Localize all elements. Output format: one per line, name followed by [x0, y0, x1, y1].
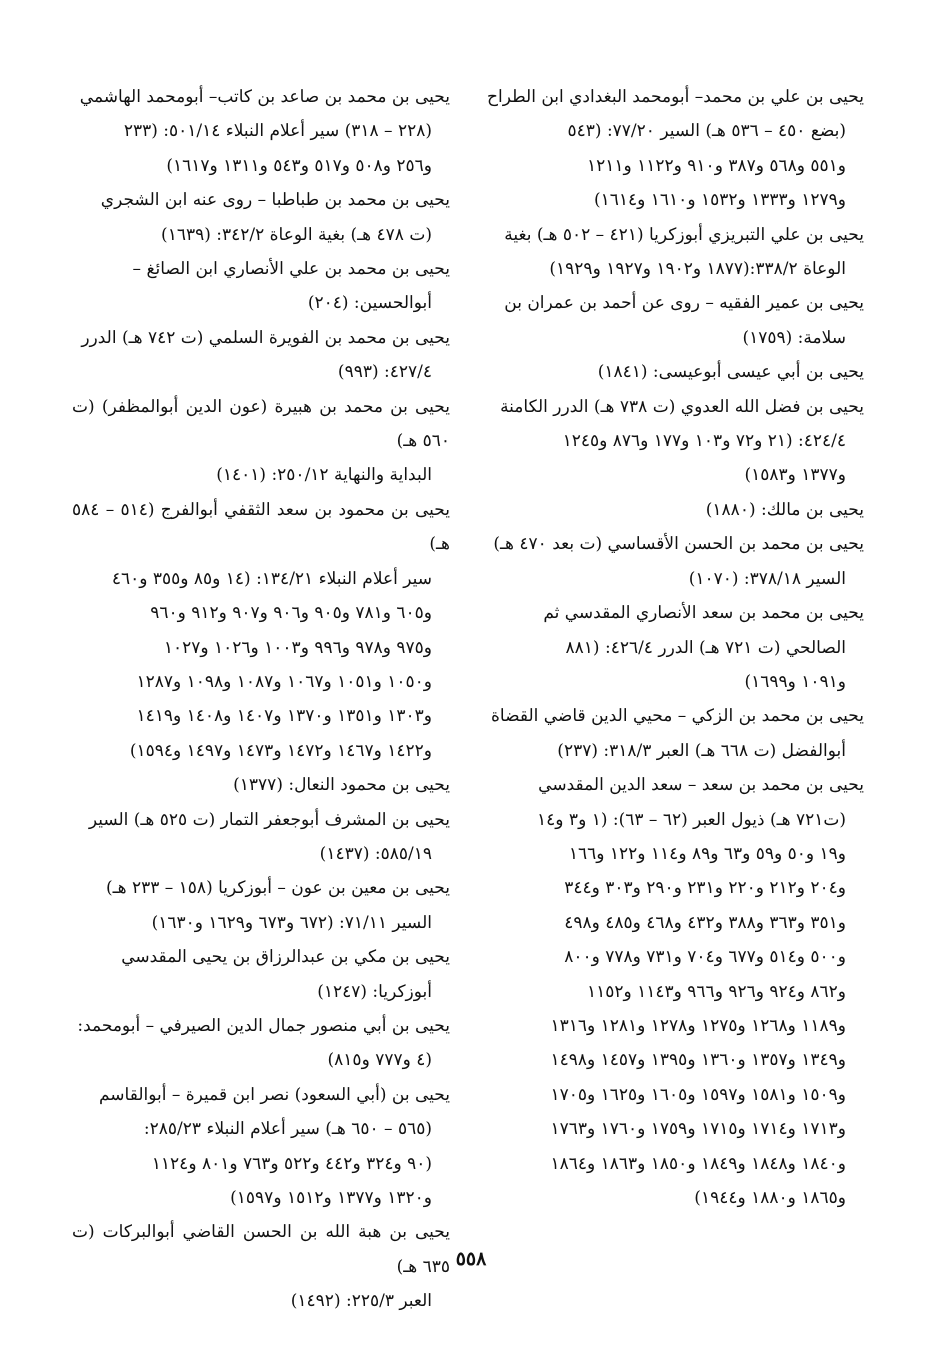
index-entry: [482, 699, 864, 768]
entry-continuation-line: و١٣٤٩ و١٣٥٧ و١٣٦٠ و١٣٩٥ و١٤٥٧ و١٤٩٨: [550, 1050, 846, 1071]
entry-continuation-line: و١٨٦٥ و١٨٨٠ و١٩٤٤): [694, 1188, 846, 1208]
entry-continuation-line: و١٢٧٩ و١٣٣٣ و١٥٣٢ و١٦١٠ و١٦١٤): [593, 190, 846, 211]
entry-continuation-line: و١٠٥٠ و١٠٥١ و١٠٦٧ و١٠٨٧ و١٠٩٨ و١٢٨٧: [136, 671, 432, 692]
entry-continuation-line: و١٤٢٢ و١٤٦٧ و١٤٧٢ و١٤٧٣ و١٤٩٧ و١٥٩٤): [129, 740, 432, 761]
entry-heading-line: يحيى بن مكي بن عبدالرزاق بن يحيى المقدسي: [121, 947, 450, 968]
index-entry: [72, 768, 450, 802]
entry-heading-line: يحيى بن محمد بن طباطبا – روى عنه ابن الشجري: [100, 190, 450, 211]
index-entry: [72, 940, 450, 1009]
entry-continuation-line: و٥٥١ و٥٦٨ و٣٨٧ و٩١٠ و١١٢٢ و١٢١١: [586, 155, 846, 176]
index-entry: [482, 596, 864, 699]
entry-continuation-line: و١٨٤٠ و١٨٤٨ و١٨٤٩ و١٨٥٠ و١٨٦٣ و١٨٦٤: [550, 1153, 846, 1174]
index-entry: [72, 390, 450, 493]
entry-continuation-line: السير ٣٧٨/١٨: (١٠٧٠): [688, 568, 846, 589]
index-entry: [482, 80, 864, 218]
index-entry: [72, 803, 450, 872]
entry-continuation-line: و١٠٩١ و١٦٩٩): [744, 671, 846, 692]
entry-heading-line: يحيى بن معين بن عون – أبوزكريا (١٥٨ – ٢٣٣ هـ): [105, 878, 450, 899]
entry-continuation-line: و١٩ و٥٠ و٥٩ و٦٣ و٨٩ و١١٤ و١٢٢ و١٦٦: [568, 843, 846, 864]
index-entry: [482, 286, 864, 355]
entry-heading-line: يحيى بن محمد بن علي الأنصاري ابن الصائغ –: [132, 259, 450, 280]
entry-continuation-line: و١٥٠٩ و١٥٨١ و١٥٩٧ و١٦٠٥ و١٦٢٥ و١٧٠٥: [550, 1084, 846, 1105]
entry-continuation-line: (٩٠ و٣٢٤ و٤٤٢ و٥٢٢ و٧٦٣ و٨٠١ و١١٢٤: [151, 1153, 432, 1174]
entry-continuation-line: ٤٢٧/٤: (٩٩٣): [337, 362, 432, 383]
entry-heading-line: يحيى بن هبة الله بن الحسن القاضي أبوالبركات (ت ٦٣٥ هـ): [72, 1222, 450, 1277]
entry-heading-line: يحيى بن محمود بن سعد الثقفي أبوالفرج (٥١٤ – ٥٨٤ هـ): [72, 499, 450, 555]
entry-continuation-line: و١٣٠٣ و١٣٥١ و١٣٧٠ و١٤٠٧ و١٤٠٨ و١٤١٩: [136, 706, 432, 727]
index-entry: [72, 80, 450, 183]
entry-heading-line: يحيى بن محمد بن الفويرة السلمي (ت ٧٤٢ هـ) الدرر: [81, 327, 450, 348]
entry-continuation-line: و٩٧٥ و٩٧٨ و٩٩٦ و١٠٠٣ و١٠٢٦ و١٠٢٧: [163, 637, 432, 658]
entry-continuation-line: (٥٦٥ – ٦٥٠ هـ) سير أعلام النبلاء ٢٨٥/٢٣:: [143, 1119, 432, 1140]
entry-heading-line: يحيى بن أبي منصور جمال الدين الصيرفي – أبومحمد:: [77, 1015, 450, 1036]
entry-continuation-line: ٤٢٤/٤: (٢١ و٧٢ و١٠٣ و١٧٧ و٨٧٦ و١٢٤٥: [562, 431, 846, 452]
page-number: ٥٥٨: [455, 1248, 487, 1270]
index-entry: [72, 493, 450, 768]
entry-heading-line: يحيى بن محمد بن سعد – سعد الدين المقدسي: [538, 775, 864, 796]
entry-continuation-line: السير ٧١/١١: (٦٧٢ و٦٧٣ و١٦٢٩ و١٦٣٠): [151, 912, 432, 933]
entry-continuation-line: (بضع ٤٥٠ – ٥٣٦ هـ) السير ٧٧/٢٠: (٥٤٣: [567, 121, 846, 142]
entry-continuation-line: (ت٧٢١ هـ) ذيول العبر (٦٢ – ٦٣): (١ و٣ و١٤: [537, 809, 846, 830]
entry-heading-line: يحيى بن محمد بن الحسن الأقساسي (ت بعد ٤٧٠ هـ): [493, 534, 864, 555]
entry-continuation-line: الوعاة ٣٣٨/٢:(١٨٧٧ و١٩٠٢ و١٩٢٧ و١٩٢٩): [549, 259, 846, 280]
entry-heading-line: يحيى بن (أبي السعود) نصر ابن قميرة – أبوالقاسم: [98, 1084, 450, 1105]
entry-continuation-line: و٦٠٥ و٧٨١ و٩٠٥ و٩٠٦ و٩٠٧ و٩١٢ و٩٦٠: [150, 603, 432, 624]
entry-continuation-line: العبر ٢٢٥/٣: (١٤٩٢): [290, 1291, 432, 1312]
entry-heading-line: يحيى بن علي التبريزي أبوزكريا (٤٢١ – ٥٠٢ هـ) بغية: [504, 224, 864, 245]
index-entry: [72, 321, 450, 390]
entry-continuation-line: (٢٢٨ – ٣١٨) سير أعلام النبلاء ٥٠١/١٤: (٢٣٣: [123, 121, 432, 142]
entry-heading-line: يحيى بن محمود النعال: (١٣٧٧): [233, 775, 450, 796]
index-entry: [72, 1009, 450, 1078]
entry-continuation-line: و٢٠٤ و٢١٢ و٢٢٠ و٢٣١ و٢٩٠ و٣٠٣ و٣٤٤: [564, 878, 846, 899]
index-entry: [482, 493, 864, 527]
entry-continuation-line: أبوزكريا: (١٢٤٧): [317, 981, 432, 1002]
entry-continuation-line: و١١٨٩ و١٢٦٨ و١٢٧٥ و١٢٧٨ و١٢٨١ و١٣١٦: [550, 1015, 846, 1036]
index-entry: [72, 183, 450, 252]
entry-heading-line: يحيى بن محمد بن سعد الأنصاري المقدسي ثم: [543, 603, 864, 624]
entry-continuation-line: (٤ و٧٧٧ و٨١٥): [327, 1050, 432, 1071]
entry-continuation-line: سير أعلام النبلاء ١٣٤/٢١: (١٤ و٨٥ و٣٥٥ و٤٦٠: [111, 568, 432, 589]
entry-heading-line: يحيى بن مالك: (١٨٨٠): [705, 499, 864, 520]
entry-continuation-line: و٨٦٢ و٩٢٤ و٩٢٦ و٩٦٦ و١١٤٣ و١١٥٢: [586, 981, 846, 1002]
entry-continuation-line: و١٣٢٠ و١٣٧٧ و١٥١٢ و١٥٩٧): [230, 1188, 432, 1208]
entry-continuation-line: ٥٨٥/١٩: (١٤٣٧): [319, 843, 432, 864]
entry-heading-line: يحيى بن علي بن محمد– أبومحمد البغدادي ابن الطراح: [487, 87, 864, 107]
index-entry: [482, 768, 864, 1215]
entry-continuation-line: و٢٥٦ و٥٠٨ و٥١٧ و٥٤٣ و١٣١١ و١٦١٧): [166, 155, 432, 176]
entry-continuation-line: و٣٥١ و٣٦٣ و٣٨٨ و٤٣٢ و٤٦٨ و٤٨٥ و٤٩٨: [564, 912, 846, 933]
index-entry: [72, 252, 450, 321]
left-column: [72, 80, 450, 1319]
entry-continuation-line: و١٣٧٧ و١٥٨٣): [744, 465, 846, 486]
entry-heading-line: يحيى بن محمد بن هبيرة (عون الدين أبوالمظفر) (ت ٥٦٠ هـ): [72, 396, 450, 452]
entry-continuation-line: الصالحي (ت ٧٢١ هـ) الدرر ٤٢٦/٤: (٨٨١: [565, 637, 846, 658]
entry-continuation-line: (ت ٤٧٨ هـ) بغية الوعاة ٣٤٢/٢: (١٦٣٩): [161, 224, 432, 245]
entry-continuation-line: أبوالفضل (ت ٦٦٨ هـ) العبر ٣١٨/٣: (٢٣٧): [557, 740, 846, 761]
entry-heading-line: يحيى بن المشرف أبوجعفر التمار (ت ٥٢٥ هـ) السير: [88, 809, 450, 830]
entry-heading-line: يحيى بن أبي عيسى أبوعيسى: (١٨٤١): [597, 362, 864, 383]
entry-continuation-line: و١٧١٣ و١٧١٤ و١٧١٥ و١٧٥٩ و١٧٦٠ و١٧٦٣: [550, 1119, 846, 1140]
entry-continuation-line: البداية والنهاية ٢٥٠/١٢: (١٤٠١): [216, 465, 432, 486]
entry-continuation-line: سلامة: (١٧٥٩): [742, 327, 846, 348]
entry-heading-line: يحيى بن محمد بن الزكي – محيي الدين قاضي القضاة: [491, 706, 864, 727]
entry-heading-line: يحيى بن فضل الله العدوي (ت ٧٣٨ هـ) الدرر الكامنة: [500, 396, 864, 417]
index-entry: [72, 1078, 450, 1216]
entry-heading-line: يحيى بن محمد بن صاعد بن كاتب– أبومحمد الهاشمي: [79, 87, 450, 107]
right-column: [482, 80, 864, 1215]
index-entry: [72, 871, 450, 940]
entry-continuation-line: و٥٠٠ و٥١٤ و٦٧٧ و٧٠٤ و٧٣١ و٧٧٨ و٨٠٠: [564, 947, 846, 968]
entry-heading-line: يحيى بن عمير الفقيه – روى عن أحمد بن عمران بن: [504, 293, 864, 314]
entry-continuation-line: أبوالحسين: (٢٠٤): [307, 293, 432, 314]
index-entry: [482, 527, 864, 596]
index-entry: [482, 355, 864, 389]
index-entry: [482, 390, 864, 493]
index-entry: [482, 218, 864, 287]
